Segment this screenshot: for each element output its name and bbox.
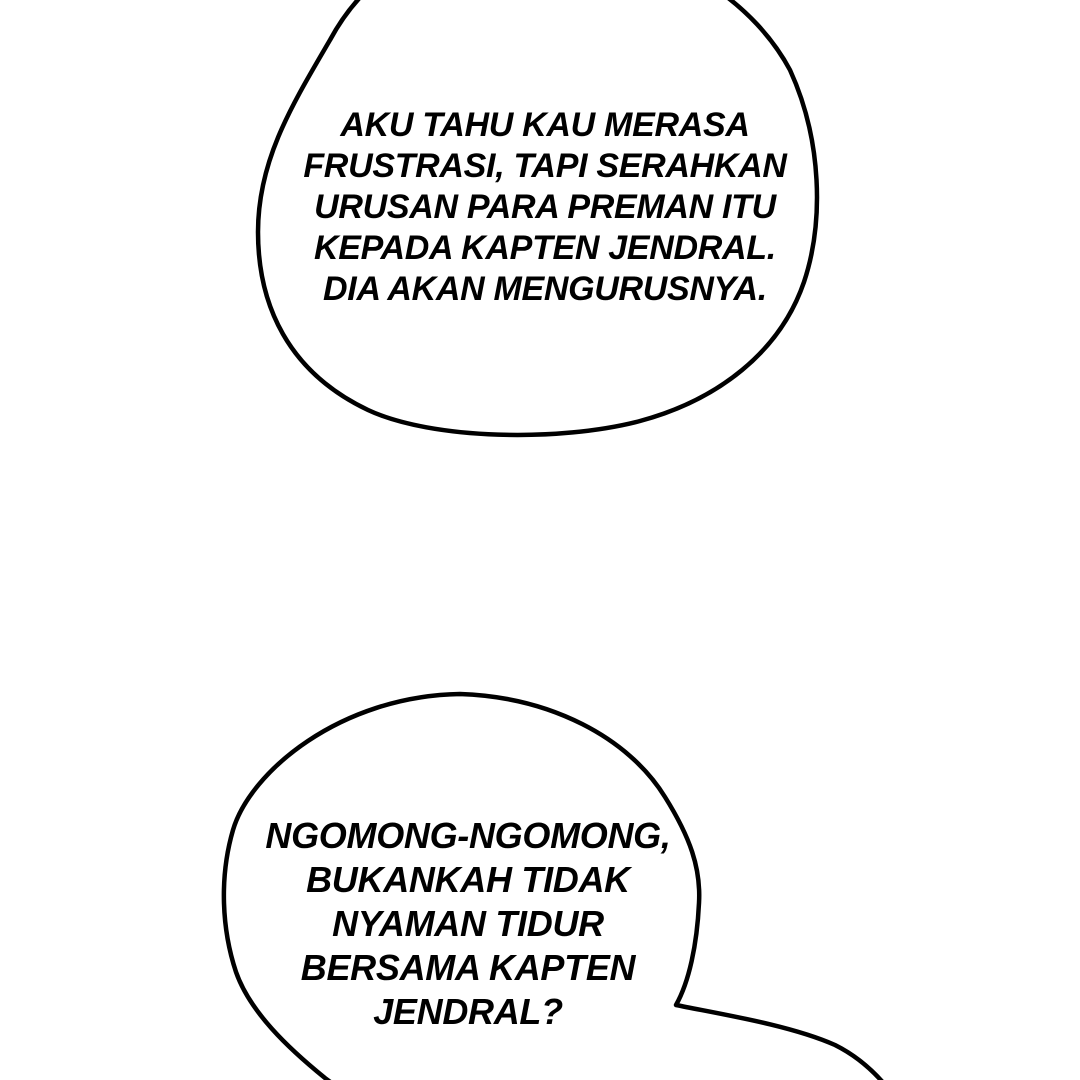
dialogue-line: KEPADA KAPTEN JENDRAL. [314, 229, 776, 267]
dialogue-line: DIA AKAN MENGURUSNYA. [323, 270, 767, 308]
dialogue-line: AKU TAHU KAU MERASA [340, 106, 750, 144]
speech-bubble-bottom-text [168, 814, 768, 1034]
dialogue-line: JENDRAL? [373, 991, 563, 1032]
dialogue-line: NYAMAN TIDUR [332, 903, 604, 944]
dialogue-line: BUKANKAH TIDAK [306, 859, 630, 900]
speech-bubble-top-text [245, 105, 845, 310]
dialogue-line: NGOMONG-NGOMONG, [265, 815, 671, 856]
dialogue-line: BERSAMA KAPTEN [300, 947, 636, 988]
dialogue-line: URUSAN PARA PREMAN ITU [314, 188, 776, 226]
dialogue-line: FRUSTRASI, TAPI SERAHKAN [303, 147, 787, 185]
